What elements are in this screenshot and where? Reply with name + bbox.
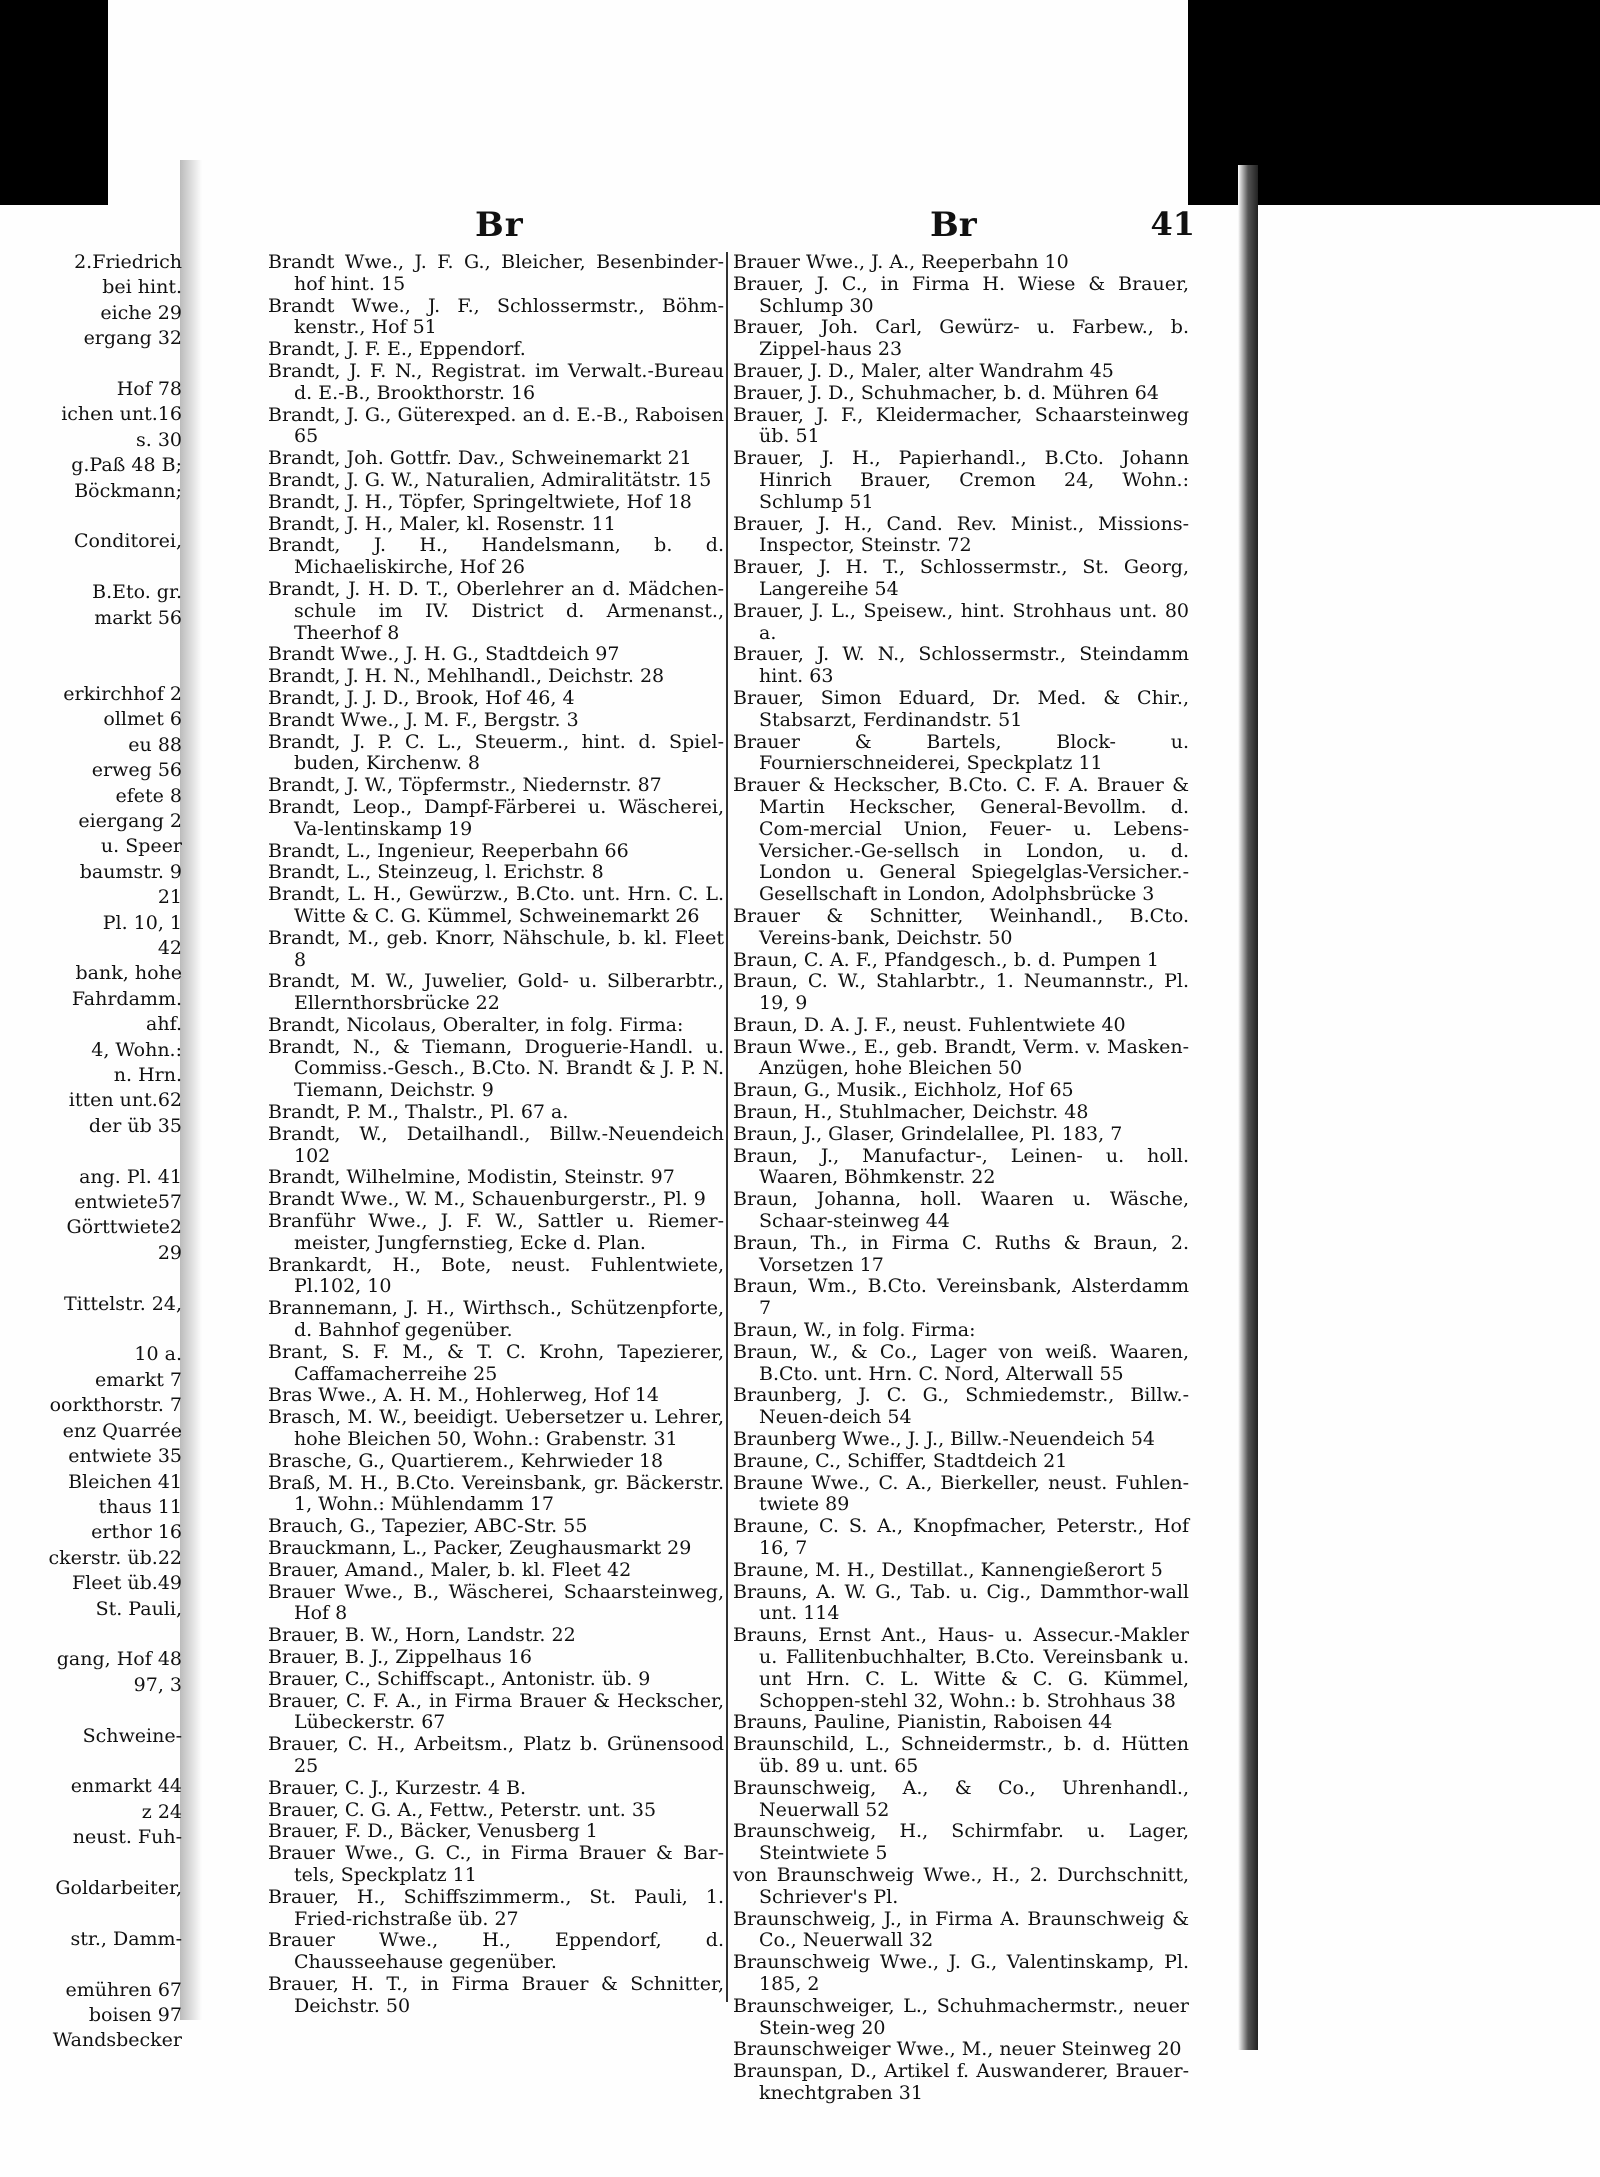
directory-entry: Brandt, Leop., Dampf-Färberei u. Wäscherei, Va-lentinskamp 19 (268, 795, 724, 840)
directory-entry: Brandt, L., Ingenieur, Reeperbahn 66 (268, 839, 629, 862)
directory-entry: Brasche, G., Quartierem., Kehrwieder 18 (268, 1449, 664, 1472)
fragment-line (0, 1622, 182, 1647)
fragment-line: emarkt 7 (95, 1368, 182, 1391)
fragment-line (0, 1698, 182, 1723)
fragment-line: g.Paß 48 B; (71, 454, 182, 477)
fragment-line: 42 (157, 936, 182, 959)
fragment-line: gang, Hof 48 (56, 1648, 182, 1671)
fragment-line: neust. Fuh- (72, 1826, 182, 1849)
fragment-line: bank, hohe (75, 962, 182, 985)
directory-entry: Brauer & Bartels, Block- u. Fournierschneiderei, Speckplatz 11 (733, 730, 1189, 775)
directory-entry: Braun, C. A. F., Pfandgesch., b. d. Pumpen 1 (733, 948, 1159, 971)
fragment-line: eu 88 (128, 733, 182, 756)
fragment-line (0, 1901, 182, 1926)
directory-entry: Brandt, Joh. Gottfr. Dav., Schweinemarkt 21 (268, 447, 692, 470)
fragment-line (0, 1952, 182, 1977)
fragment-line: 10 a. (134, 1343, 182, 1366)
fragment-line: erthor 16 (91, 1521, 182, 1544)
fragment-line: Fahrdamm. (71, 987, 182, 1010)
fragment-line: ahf. (146, 1013, 182, 1036)
fragment-line: str., Damm- (70, 1927, 182, 1950)
fragment-line: u. Speer (100, 835, 182, 858)
fragment-line: z 24 (141, 1800, 182, 1823)
fragment-line: erkirchhof 2 (63, 682, 182, 705)
fragment-line: erweg 56 (91, 759, 182, 782)
directory-entry: Brauer, J. C., in Firma H. Wiese & Brauer, Schlump 30 (733, 272, 1189, 317)
fragment-line: entwiete 35 (68, 1445, 182, 1468)
directory-entry: Brauer Wwe., J. A., Reeperbahn 10 (733, 251, 1069, 273)
fragment-line: der üb 35 (88, 1114, 182, 1137)
directory-entry: Brandt, J. G. W., Naturalien, Admiralitätstr. 15 (268, 468, 712, 491)
directory-entry: Braun, C. W., Stahlarbtr., 1. Neumannstr., Pl. 19, 9 (733, 970, 1189, 1015)
directory-entry: Brauer, B. J., Zippelhaus 16 (268, 1646, 532, 1668)
directory-entry: Brandt, J. G., Güterexped. an d. E.-B., Raboisen 65 (268, 403, 724, 448)
left-column-heading: Br (475, 205, 524, 245)
directory-entry: Braun, J., Manufactur-, Leinen- u. holl. Waaren, Böhmkenstr. 22 (733, 1144, 1189, 1189)
fragment-line: 97, 3 (133, 1673, 182, 1696)
fragment-line: ergang 32 (83, 327, 182, 350)
directory-entry: Brauckmann, L., Packer, Zeughausmarkt 29 (268, 1537, 692, 1560)
fragment-line: ollmet 6 (103, 708, 182, 731)
directory-entry: Brandt Wwe., J. H. G., Stadtdeich 97 (268, 643, 620, 666)
fragment-line: eiche 29 (100, 301, 182, 324)
directory-entry: Braune, C. S. A., Knopfmacher, Peterstr., Hof 16, 7 (733, 1515, 1189, 1560)
directory-entry: Brant, S. F. M., & T. C. Krohn, Tapezierer, Caffamacherreihe 25 (268, 1340, 724, 1385)
directory-entry: Brauer Wwe., G. C., in Firma Brauer & Bar-tels, Speckplatz 11 (268, 1842, 724, 1886)
directory-entry: Braune, M. H., Destillat., Kannengießerort 5 (733, 1558, 1163, 1581)
fragment-line: baumstr. 9 (79, 860, 182, 883)
directory-entry: Brandt Wwe., J. F., Schlossermstr., Böhm-kenstr., Hof 51 (268, 294, 724, 339)
directory-entry: Brandt, J. J. D., Brook, Hof 46, 4 (268, 686, 575, 709)
scanner-border (0, 0, 1600, 205)
directory-entry: Bras Wwe., A. H. M., Hohlerweg, Hof 14 (268, 1384, 659, 1407)
directory-entry: Brandt, J. H. D. T., Oberlehrer an d. Mädchen-schule im IV. District d. Armenanst., Theerhof 8 (268, 577, 724, 644)
fragment-line: 2.Friedrich (74, 251, 182, 273)
fragment-line (0, 555, 182, 580)
fragment-line (0, 1139, 182, 1164)
fragment-line: ichen unt.16 (61, 403, 182, 426)
directory-entry: Braun, Johanna, holl. Waaren u. Wäsche, Schaar-steinweg 44 (733, 1188, 1189, 1233)
fragment-line (0, 352, 182, 377)
directory-entry: Brauer, B. W., Horn, Landstr. 22 (268, 1624, 576, 1647)
fragment-line: Böckmann; (74, 479, 182, 502)
book-spine (180, 160, 202, 2020)
directory-entry: Braunberg, J. C. G., Schmiedemstr., Billw.-Neuen-deich 54 (733, 1384, 1189, 1429)
directory-entry: Brandt, W., Detailhandl., Billw.-Neuendeich 102 (268, 1122, 724, 1167)
directory-entry: Brauer, C. J., Kurzestr. 4 B. (268, 1776, 527, 1799)
fragment-line: itten unt.62 (68, 1089, 182, 1112)
directory-entry: Brandt, Nicolaus, Oberalter, in folg. Firma: (268, 1013, 684, 1036)
fragment-line: enmarkt 44 (70, 1775, 182, 1798)
fragment-line: markt 56 (94, 606, 182, 629)
fragment-line: n. Hrn. (113, 1064, 182, 1086)
directory-entry: Brauer, J. L., Speisew., hint. Strohhaus unt. 80 a. (733, 599, 1189, 644)
directory-entry: Braunschild, L., Schneidermstr., b. d. Hütten üb. 89 u. unt. 65 (733, 1733, 1189, 1777)
directory-entry: Brauer, C. G. A., Fettw., Peterstr. unt. 35 (268, 1798, 657, 1821)
directory-entry: Branführ Wwe., J. F. W., Sattler u. Riemer-meister, Jungfernstieg, Ecke d. Plan. (268, 1210, 724, 1254)
left-directory-column (268, 252, 724, 2018)
directory-entry: Brandt, J. W., Töpfermstr., Niedernstr. 87 (268, 774, 662, 797)
directory-entry: Braunberg Wwe., J. J., Billw.-Neuendeich 54 (733, 1428, 1155, 1451)
directory-entry: Brauer, H., Schiffszimmerm., St. Pauli, 1. Fried-richstraße üb. 27 (268, 1885, 724, 1930)
directory-entry: Brauch, G., Tapezier, ABC-Str. 55 (268, 1515, 588, 1538)
page-header (265, 205, 1195, 255)
directory-entry: Brandt, J. H. N., Mehlhandl., Deichstr. 28 (268, 665, 665, 688)
directory-entry: Brauer, Amand., Maler, b. kl. Fleet 42 (268, 1558, 632, 1581)
fragment-line: 21 (157, 886, 182, 909)
previous-page-fragment (0, 250, 182, 2052)
directory-entry: Brauer, C. H., Arbeitsm., Platz b. Grünensood 25 (268, 1733, 724, 1777)
directory-entry: Braun, Wm., B.Cto. Vereinsbank, Alsterdamm 7 (733, 1275, 1189, 1320)
directory-entry: Braun, D. A. J. F., neust. Fuhlentwiete 40 (733, 1013, 1126, 1036)
fragment-line: Görttwiete2 (66, 1216, 182, 1239)
right-directory-column (733, 252, 1189, 2105)
fragment-line: Goldarbeiter, (55, 1877, 182, 1899)
directory-entry: Brauer, J. D., Schuhmacher, b. d. Mühren 64 (733, 381, 1159, 404)
directory-entry: Brandt, J. P. C. L., Steuerm., hint. d. Spiel-buden, Kirchenw. 8 (268, 730, 724, 775)
fragment-line: s. 30 (135, 428, 182, 451)
directory-entry: Braunschweig, A., & Co., Uhrenhandl., Neuerwall 52 (733, 1776, 1189, 1821)
directory-entry: Brauer, J. H., Papierhandl., B.Cto. Johann Hinrich Brauer, Cremon 24, Wohn.: Schlump 51 (733, 447, 1189, 513)
fragment-line (0, 1749, 182, 1774)
fragment-line: B.Eto. gr. (92, 581, 182, 604)
directory-entry: Braunschweig, H., Schirmfabr. u. Lager, Steintwiete 5 (733, 1820, 1189, 1865)
fragment-line: Wandsbecker (52, 2029, 182, 2052)
directory-entry: Brauer, Joh. Carl, Gewürz- u. Farbew., b. Zippel-haus 23 (733, 316, 1189, 361)
directory-entry: Brauer & Schnitter, Weinhandl., B.Cto. Vereins-bank, Deichstr. 50 (733, 904, 1189, 949)
fragment-line: bei hint. (102, 276, 182, 299)
directory-entry: Brandt, M., geb. Knorr, Nähschule, b. kl. Fleet 8 (268, 926, 724, 971)
directory-entry: Brauer, J. F., Kleidermacher, Schaarsteinweg üb. 51 (733, 403, 1189, 448)
directory-entry: Brauer, C., Schiffscapt., Antonistr. üb. 9 (268, 1667, 651, 1690)
page-edge (1238, 165, 1258, 2050)
fragment-line: Tittelstr. 24, (63, 1292, 182, 1315)
fragment-line: Fleet üb.49 (71, 1572, 182, 1595)
directory-entry: Brauer, F. D., Bäcker, Venusberg 1 (268, 1820, 598, 1843)
directory-entry: Brasch, M. W., beeidigt. Uebersetzer u. Lehrer, hohe Bleichen 50, Wohn.: Grabenstr. 31 (268, 1406, 724, 1451)
fragment-line: Pl. 10, 1 (102, 911, 182, 934)
directory-entry: Braß, M. H., B.Cto. Vereinsbank, gr. Bäckerstr. 1, Wohn.: Mühlendamm 17 (268, 1471, 724, 1516)
directory-entry: Braun Wwe., E., geb. Brandt, Verm. v. Masken-Anzügen, hohe Bleichen 50 (733, 1035, 1189, 1080)
directory-entry: Brandt Wwe., W. M., Schauenburgerstr., Pl. 9 (268, 1188, 706, 1211)
directory-entry: Braun, G., Musik., Eichholz, Hof 65 (733, 1079, 1074, 1102)
fragment-line: Hof 78 (116, 378, 182, 401)
directory-entry: Brauns, Pauline, Pianistin, Raboisen 44 (733, 1711, 1113, 1734)
fragment-line: 29 (157, 1241, 182, 1264)
fragment-line: boisen 97 (88, 2004, 182, 2027)
directory-entry: Brauer, J. H. T., Schlossermstr., St. Georg, Langereihe 54 (733, 556, 1189, 600)
page-number: 41 (1150, 205, 1195, 243)
directory-entry: Brauer, J. D., Maler, alter Wandrahm 45 (733, 359, 1114, 382)
directory-entry: von Braunschweig Wwe., H., 2. Durchschnitt, Schriever's Pl. (733, 1863, 1189, 1908)
directory-entry: Brandt Wwe., J. F. G., Bleicher, Besenbinder-hof hint. 15 (268, 251, 724, 295)
fragment-line: efete 8 (115, 784, 182, 807)
fragment-line: emühren 67 (65, 1978, 182, 2001)
directory-entry: Brandt, N., & Tiemann, Droguerie-Handl. u. Commiss.-Gesch., B.Cto. N. Brandt & J. P. N. Tiemann, Deichstr. 9 (268, 1035, 724, 1102)
column-divider (726, 252, 728, 2002)
directory-entry: Brauer & Heckscher, B.Cto. C. F. A. Brauer & Martin Heckscher, General-Bevollm. d. Com-mercial Union, Feuer- u. Lebens-Versicher.-Ge-sellsch in London, u. d. London u. General Spiegelglas-Versicher.-Gesellschaft in London, Adolphsbrücke 3 (733, 774, 1189, 906)
directory-entry: Brandt, P. M., Thalstr., Pl. 67 a. (268, 1101, 569, 1124)
directory-entry: Brauer, C. F. A., in Firma Brauer & Heckscher, Lübeckerstr. 67 (268, 1689, 724, 1734)
directory-entry: Braunschweiger, L., Schuhmachermstr., neuer Stein-weg 20 (733, 1994, 1189, 2039)
fragment-line (0, 657, 182, 682)
fragment-line (0, 1317, 182, 1342)
fragment-line: oorkthorstr. 7 (49, 1394, 182, 1417)
directory-entry: Brandt, J. F. E., Eppendorf. (268, 338, 526, 361)
directory-entry: Braunschweig Wwe., J. G., Valentinskamp, Pl. 185, 2 (733, 1951, 1189, 1995)
directory-entry: Brandt Wwe., J. M. F., Bergstr. 3 (268, 708, 579, 731)
right-column-heading: Br (930, 205, 977, 245)
fragment-line: entwiete57 (74, 1191, 182, 1214)
directory-entry: Brauer, J. H., Cand. Rev. Minist., Missions-Inspector, Steinstr. 72 (733, 512, 1189, 557)
directory-entry: Brandt, L. H., Gewürzw., B.Cto. unt. Hrn. C. L. Witte & C. G. Kümmel, Schweinemarkt 26 (268, 883, 724, 927)
fragment-line: thaus 11 (98, 1495, 182, 1518)
directory-entry: Braun, Th., in Firma C. Ruths & Braun, 2. Vorsetzen 17 (733, 1231, 1189, 1276)
directory-entry: Braun, H., Stuhlmacher, Deichstr. 48 (733, 1101, 1089, 1124)
fragment-line (0, 1266, 182, 1291)
directory-entry: Brandt, L., Steinzeug, l. Erichstr. 8 (268, 861, 604, 884)
directory-entry: Brandt, J. H., Töpfer, Springeltwiete, Hof 18 (268, 490, 692, 513)
directory-entry: Braunschweig, J., in Firma A. Braunschweig & Co., Neuerwall 32 (733, 1907, 1189, 1952)
fragment-line (0, 1851, 182, 1876)
directory-entry: Braun, J., Glaser, Grindelallee, Pl. 183, 7 (733, 1122, 1123, 1145)
directory-entry: Brandt, J. H., Maler, kl. Rosenstr. 11 (268, 512, 616, 535)
directory-entry: Braunspan, D., Artikel f. Auswanderer, Brauer-knechtgraben 31 (733, 2060, 1189, 2104)
directory-entry: Brauer Wwe., H., Eppendorf, d. Chausseehause gegenüber. (268, 1929, 724, 1974)
directory-entry: Braun, W., & Co., Lager von weiß. Waaren, B.Cto. unt. Hrn. C. Nord, Alterwall 55 (733, 1340, 1189, 1385)
directory-entry: Braunschweiger Wwe., M., neuer Steinweg 20 (733, 2038, 1182, 2061)
fragment-line (0, 504, 182, 529)
directory-entry: Brannemann, J. H., Wirthsch., Schützenpforte, d. Bahnhof gegenüber. (268, 1297, 724, 1342)
directory-entry: Brandt, J. F. N., Registrat. im Verwalt.-Bureau d. E.-B., Brookthorstr. 16 (268, 359, 724, 404)
fragment-line: eiergang 2 (78, 809, 182, 832)
directory-entry: Brankardt, H., Bote, neust. Fuhlentwiete, Pl.102, 10 (268, 1253, 724, 1298)
fragment-line (0, 631, 182, 656)
directory-entry: Braune Wwe., C. A., Bierkeller, neust. Fuhlen-twiete 89 (733, 1471, 1189, 1516)
directory-entry: Brandt, J. H., Handelsmann, b. d. Michaeliskirche, Hof 26 (268, 534, 724, 579)
directory-entry: Brandt, M. W., Juwelier, Gold- u. Silberarbtr., Ellernthorsbrücke 22 (268, 970, 724, 1015)
page-top-area (108, 0, 1188, 205)
directory-entry: Brauer, H. T., in Firma Brauer & Schnitter, Deichstr. 50 (268, 1972, 724, 2017)
directory-entry: Braune, C., Schiffer, Stadtdeich 21 (733, 1449, 1068, 1472)
directory-entry: Brauns, A. W. G., Tab. u. Cig., Dammthor-wall unt. 114 (733, 1580, 1189, 1625)
fragment-line: Conditorei, (74, 530, 182, 553)
fragment-line: ang. Pl. 41 (79, 1165, 182, 1188)
fragment-line: enz Quarrée (62, 1419, 182, 1442)
directory-entry: Brandt, Wilhelmine, Modistin, Steinstr. 97 (268, 1166, 675, 1189)
fragment-line: St. Pauli, (95, 1597, 182, 1620)
directory-entry: Brauns, Ernst Ant., Haus- u. Assecur.-Makler u. Fallitenbuchhalter, B.Cto. Vereinsbank u. unt Hrn. C. L. Witte & C. G. Kümmel, Schoppen-stehl 32, Wohn.: b. Strohhaus 38 (733, 1624, 1189, 1712)
fragment-line: Bleichen 41 (68, 1470, 182, 1493)
fragment-line: ckerstr. üb.22 (48, 1546, 182, 1569)
directory-entry: Brauer Wwe., B., Wäscherei, Schaarsteinweg, Hof 8 (268, 1580, 724, 1625)
directory-entry: Brauer, Simon Eduard, Dr. Med. & Chir., Stabsarzt, Ferdinandstr. 51 (733, 686, 1189, 731)
fragment-line: 4, Wohn.: (91, 1038, 182, 1061)
fragment-line: Schweine- (82, 1724, 182, 1747)
directory-entry: Braun, W., in folg. Firma: (733, 1319, 976, 1342)
directory-entry: Brauer, J. W. N., Schlossermstr., Steindamm hint. 63 (733, 643, 1189, 688)
